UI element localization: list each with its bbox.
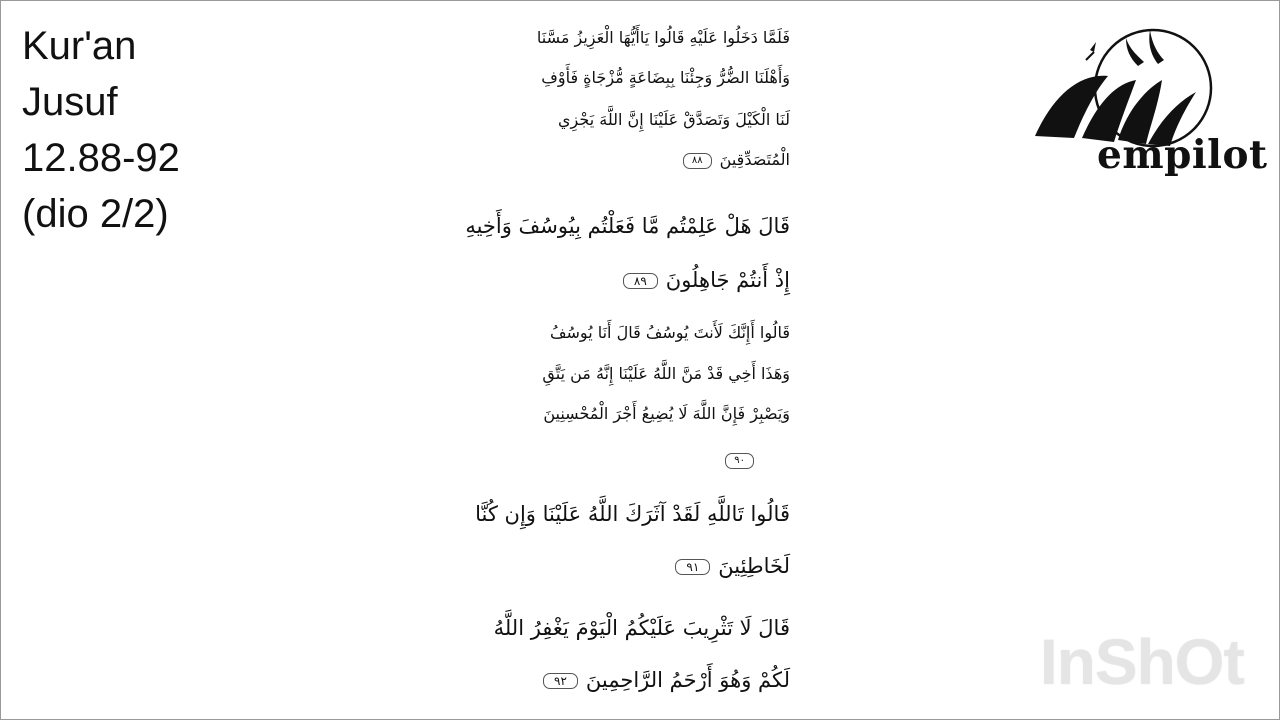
verse-90-line-3: وَيَصْبِرْ فَإِنَّ اللَّهَ لَا يُضِيعُ أَجْرَ الْمُحْسِنِينَ [543, 404, 790, 423]
logo-text: empilot [1097, 132, 1268, 178]
title-line-verses: 12.88-92 [22, 136, 180, 180]
verse-92-line-2-text: لَكُمْ وَهُوَ أَرْحَمُ الرَّاحِمِينَ [585, 668, 790, 692]
verse-89-line-2 [623, 268, 790, 292]
verse-90-line-1: قَالُوا أَإِنَّكَ لَأَنتَ يُوسُفُ قَالَ أَنَا يُوسُفُ [549, 323, 790, 342]
verse-88-line-2: وَأَهْلَنَا الضُّرُّ وَجِئْنَا بِبِضَاعَةٍ مُّزْجَاةٍ فَأَوْفِ [541, 68, 790, 87]
title-line-quran: Kur'an [22, 24, 137, 68]
verse-89-line-2-text: إِذْ أَنتُمْ جَاهِلُونَ [665, 268, 790, 292]
verse-88-line-3: لَنَا الْكَيْلَ وَتَصَدَّقْ عَلَيْنَا إِنَّ اللَّهَ يَجْزِي [558, 110, 790, 129]
verse-91-line-2 [675, 554, 790, 578]
verse-91-line-1: قَالُوا تَاللَّهِ لَقَدْ آثَرَكَ اللَّهُ عَلَيْنَا وَإِن كُنَّا [475, 502, 790, 526]
verse-88-line-4-text: الْمُتَصَدِّقِينَ [719, 150, 790, 169]
verse-90-number: ٩٠ [725, 453, 754, 469]
verse-92-number: ٩٢ [543, 673, 578, 689]
verse-89-number: ٨٩ [623, 273, 658, 289]
title-block [22, 18, 180, 242]
verse-88-line-4 [683, 150, 790, 169]
verse-92-line-2 [543, 668, 790, 692]
verse-88-line-1: فَلَمَّا دَخَلُوا عَلَيْهِ قَالُوا يَاأَيُّهَا الْعَزِيزُ مَسَّنَا [536, 28, 790, 47]
verse-90-line-2: وَهَذَا أَخِي قَدْ مَنَّ اللَّهُ عَلَيْنَا إِنَّهُ مَن يَتَّقِ [542, 364, 790, 383]
verse-89-line-1: قَالَ هَلْ عَلِمْتُم مَّا فَعَلْتُم بِيُوسُفَ وَأَخِيهِ [465, 214, 790, 238]
verse-91-line-2-text: لَخَاطِئِينَ [718, 554, 790, 578]
title-line-surah: Jusuf [22, 80, 118, 124]
verse-91-number: ٩١ [675, 559, 710, 575]
verse-92-line-1: قَالَ لَا تَثْرِيبَ عَلَيْكُمُ الْيَوْمَ يَغْفِرُ اللَّهُ [493, 616, 790, 640]
inshot-watermark: InShOt [1040, 626, 1244, 698]
verse-88-number: ٨٨ [683, 153, 712, 169]
title-line-part: (dio 2/2) [22, 192, 169, 236]
